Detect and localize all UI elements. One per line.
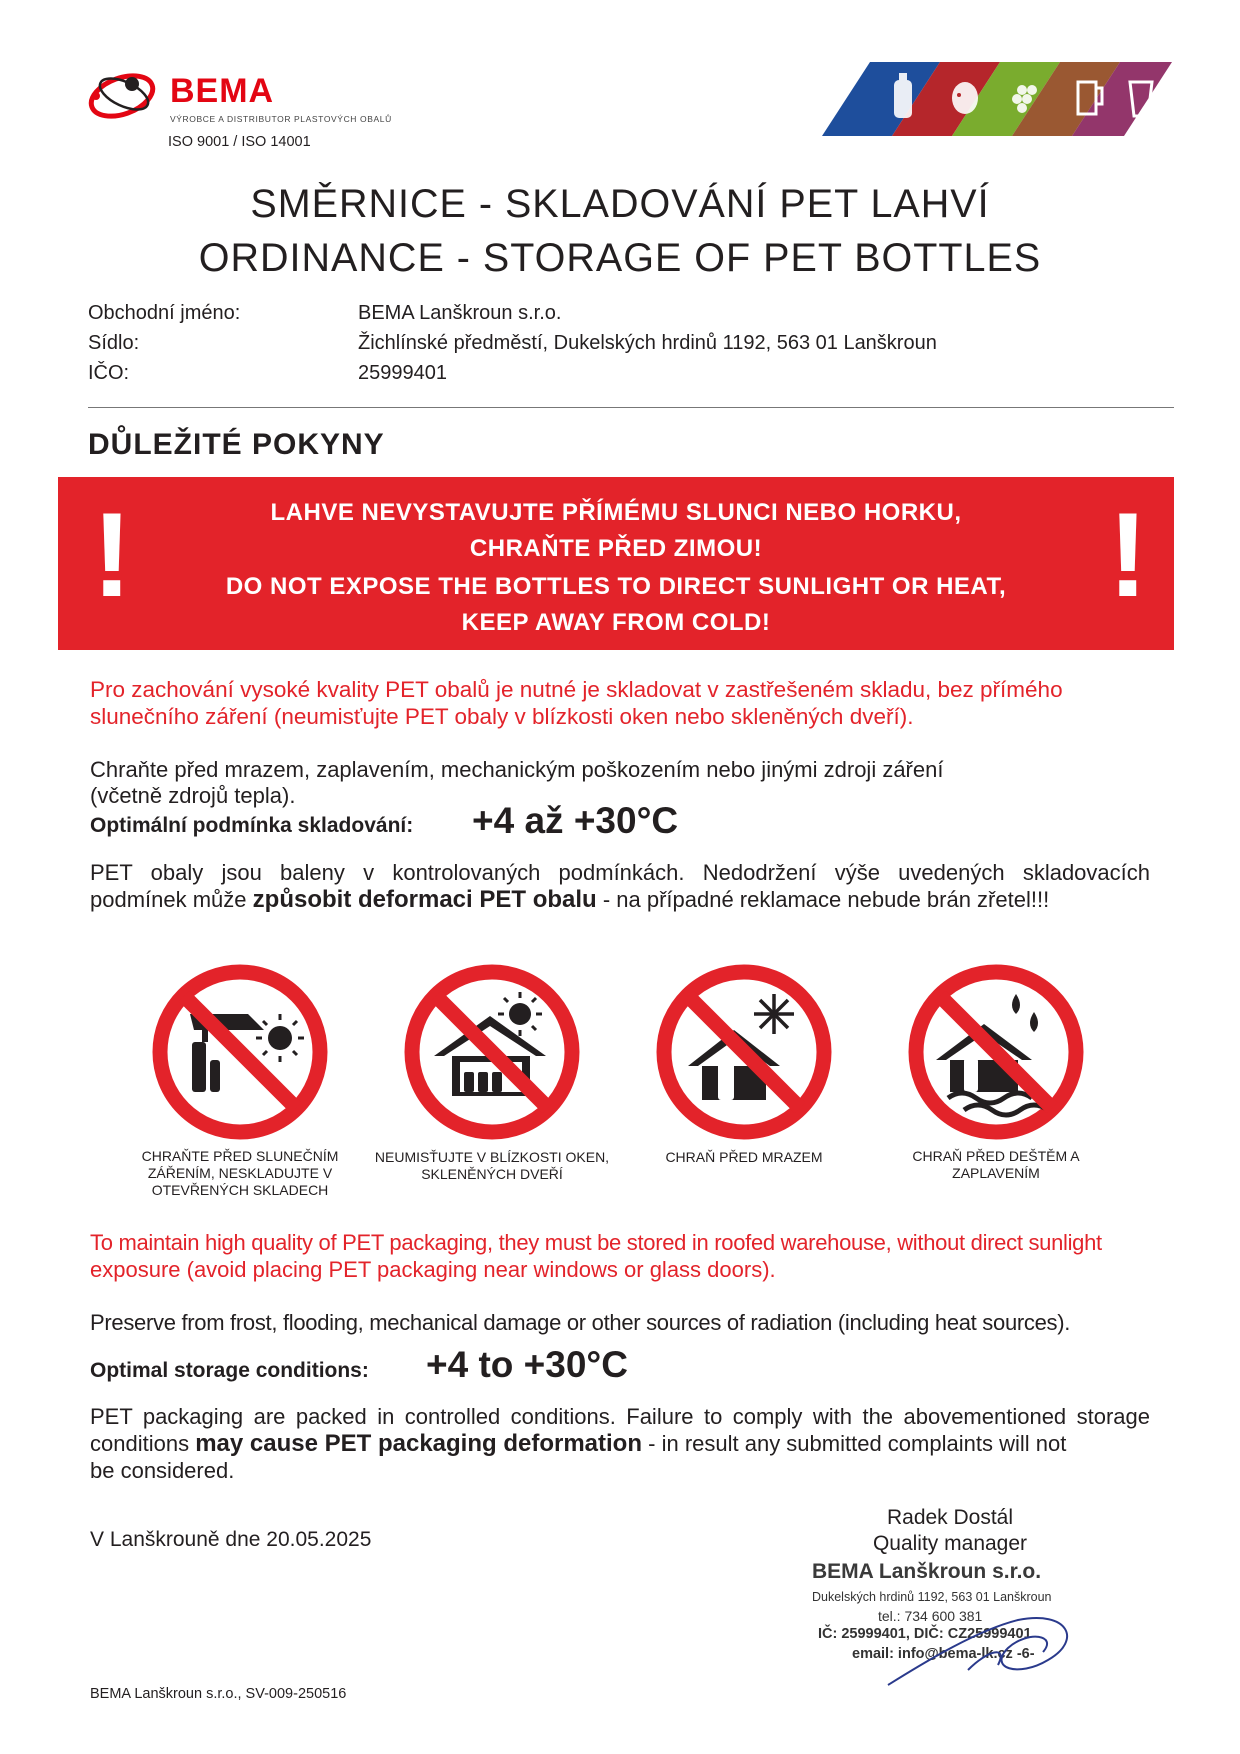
signature-icon — [868, 1590, 1098, 1690]
company-stamp — [808, 1560, 1098, 1690]
company-seat-value: Žichlínské předměstí, Dukelských hrdinů 1192, 563 01 Lanškroun — [358, 332, 937, 354]
no-frost-icon — [656, 964, 832, 1140]
en-packed-line-2c: - in result any submitted complaints will not — [648, 1431, 1067, 1456]
cz-packed-line-2 — [90, 886, 1150, 913]
en-quality-line-2: exposure (avoid placing PET packaging near windows or glass doors). — [90, 1257, 776, 1282]
company-name-value: BEMA Lanškroun s.r.o. — [358, 302, 562, 324]
cz-packed-line-2c: - na případné reklamace nebude brán zřetel!!! — [602, 887, 1050, 912]
company-name-label: Obchodní jméno: — [88, 302, 241, 324]
stamp-ids: IČ: 25999401, DIČ: CZ25999401 — [818, 1626, 1032, 1642]
en-deformation-warning: may cause PET packaging deformation — [195, 1430, 643, 1457]
warning-line-3: DO NOT EXPOSE THE BOTTLES TO DIRECT SUNLIGHT OR HEAT, — [225, 573, 1007, 600]
cz-optimal-value: +4 až +30°C — [472, 800, 679, 841]
cz-protect-line-2: (včetně zdrojů tepla). — [90, 783, 296, 808]
place-and-date: V Lanškrouně dne 20.05.2025 — [90, 1528, 372, 1551]
stamp-address: Dukelských hrdinů 1192, 563 01 Lanškroun — [812, 1590, 1052, 1604]
icon-caption-sunlight: CHRAŇTE PŘED SLUNEČNÍM ZÁŘENÍM, NESKLADUJTE V OTEVŘENÝCH SKLADECH — [141, 1148, 339, 1198]
exclamation-left-icon: ! — [92, 488, 132, 622]
iso-certifications: ISO 9001 / ISO 14001 — [168, 134, 311, 150]
warning-line-2: CHRAŇTE PŘED ZIMOU! — [469, 535, 763, 562]
exclamation-right-icon: ! — [1108, 488, 1148, 622]
important-heading: DŮLEŽITÉ POKYNY — [88, 428, 385, 461]
company-seat-label: Sídlo: — [88, 332, 140, 354]
en-packed-line-1: PET packaging are packed in controlled conditions. Failure to comply with the abovementioned storage — [90, 1404, 1150, 1429]
no-sunlight-icon — [152, 964, 328, 1140]
cz-optimal-label: Optimální podmínka skladování: — [90, 814, 414, 837]
en-packed-line-2a: conditions — [90, 1431, 190, 1456]
cz-quality-line-1: Pro zachování vysoké kvality PET obalů je nutné je skladovat v zastřešeném skladu, bez přímého — [90, 677, 1063, 702]
signer-name: Radek Dostál — [886, 1506, 1014, 1529]
title-english: ORDINANCE - STORAGE OF PET BOTTLES — [198, 236, 1042, 280]
no-rain-flood-icon — [908, 964, 1084, 1140]
warning-line-1: LAHVE NEVYSTAVUJTE PŘÍMÉMU SLUNCI NEBO HORKU, — [270, 499, 962, 526]
cz-protect-line-1: Chraňte před mrazem, zaplavením, mechanickým poškozením nebo jinými zdroji záření — [90, 757, 944, 782]
stamp-company: BEMA Lanškroun s.r.o. — [812, 1560, 1042, 1583]
stamp-tel: tel.: 734 600 381 — [878, 1608, 983, 1624]
company-id-value: 25999401 — [358, 362, 447, 384]
icon-caption-rain: CHRAŇ PŘED DEŠTĚM A ZAPLAVENÍM — [912, 1148, 1080, 1181]
product-category-banner — [822, 62, 1172, 136]
logo-tagline: VÝROBCE A DISTRIBUTOR PLASTOVÝCH OBALŮ — [170, 114, 392, 124]
company-logo — [86, 62, 416, 152]
warning-line-4: KEEP AWAY FROM COLD! — [461, 609, 771, 636]
document-code: BEMA Lanškroun s.r.o., SV-009-250516 — [90, 1686, 347, 1702]
en-preserve: Preserve from frost, flooding, mechanical damage or other sources of radiation (including heat sources). — [90, 1310, 1071, 1335]
en-quality-line-1: To maintain high quality of PET packaging, they must be stored in roofed warehouse, without direct sunlight — [90, 1230, 1102, 1255]
en-optimal-label: Optimal storage conditions: — [90, 1359, 369, 1382]
cz-deformation-warning: způsobit deformaci PET obalu — [252, 886, 597, 913]
en-optimal-value: +4 to +30°C — [426, 1344, 628, 1385]
stamp-email: email: info@bema-lk.cz -6- — [852, 1646, 1035, 1662]
warning-box — [58, 477, 1174, 650]
bema-logo-mark-icon — [86, 62, 166, 128]
en-packed-line-2 — [90, 1430, 1150, 1457]
cow-icon — [952, 82, 978, 114]
cz-quality-line-2: slunečního záření (neumisťujte PET obaly v blízkosti oken nebo skleněných dveří). — [90, 704, 914, 729]
icon-caption-frost: CHRAŇ PŘED MRAZEM — [665, 1149, 823, 1165]
signer-role: Quality manager — [872, 1532, 1028, 1555]
divider — [88, 407, 1174, 408]
en-packed-line-3: be considered. — [90, 1458, 235, 1483]
no-windows-icon — [404, 964, 580, 1140]
cz-packed-line-1: PET obaly jsou baleny v kontrolovaných podmínkách. Nedodržení výše uvedených skladovacích — [90, 860, 1150, 885]
company-id-label: IČO: — [88, 362, 130, 384]
logo-name: BEMA — [170, 72, 275, 110]
icon-caption-windows: NEUMISŤUJTE V BLÍZKOSTI OKEN, SKLENĚNÝCH DVEŘÍ — [374, 1149, 610, 1182]
cz-packed-line-2a: podmínek může — [90, 887, 247, 912]
title-czech: SMĚRNICE - SKLADOVÁNÍ PET LAHVÍ — [250, 182, 990, 226]
